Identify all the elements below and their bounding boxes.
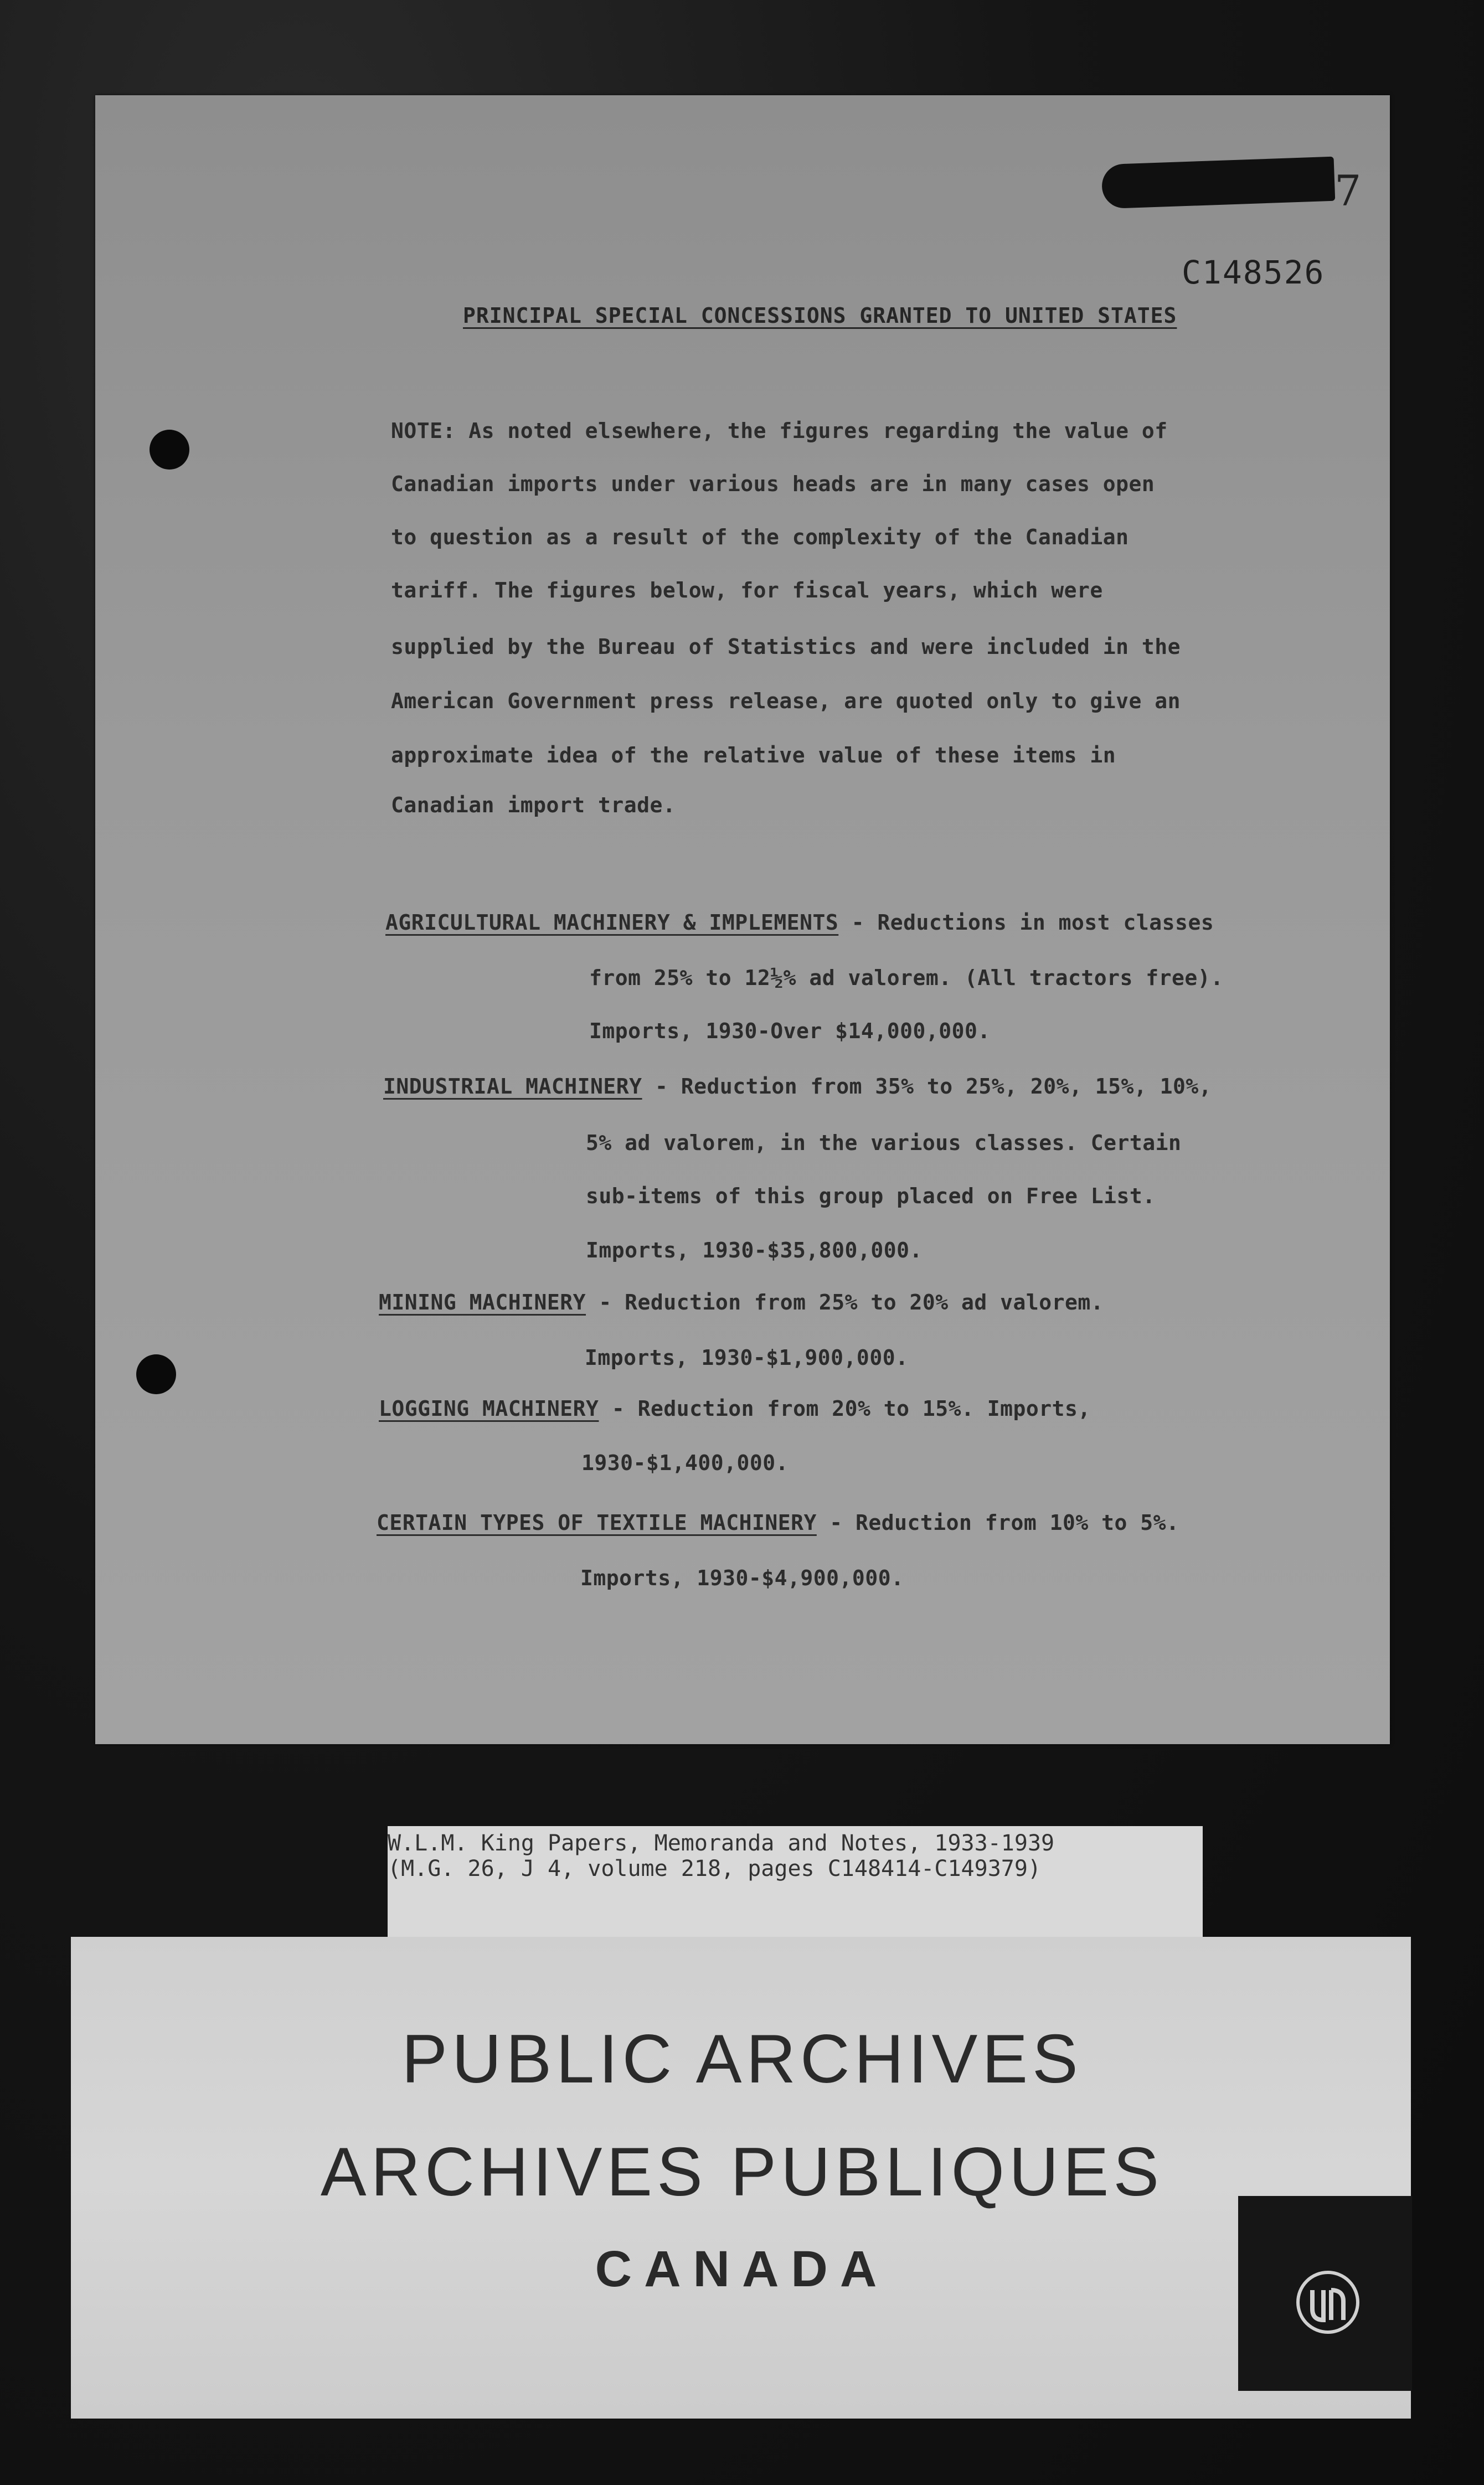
caption-line-1: W.L.M. King Papers, Memoranda and Notes, 1933-1939	[388, 1831, 1055, 1856]
note-line: Canadian imports under various heads are in many cases open	[391, 472, 1155, 496]
item-heading: INDUSTRIAL MACHINERY	[383, 1074, 642, 1099]
note-label: NOTE:	[391, 419, 456, 443]
archives-card-french: ARCHIVES PUBLIQUES	[320, 2134, 1164, 2210]
concession-item-mining: MINING MACHINERY - Reduction from 25% to 20% ad valorem.	[379, 1290, 1104, 1314]
page-identifier: C148526	[1182, 254, 1325, 291]
archives-card-english: PUBLIC ARCHIVES	[401, 2021, 1083, 2097]
item-heading: MINING MACHINERY	[379, 1290, 586, 1314]
item-line: 1930-$1,400,000.	[581, 1451, 789, 1475]
punch-hole-bottom	[136, 1354, 176, 1394]
concession-item-logging: LOGGING MACHINERY - Reduction from 20% to 15%. Imports,	[379, 1396, 1091, 1421]
punch-hole-top	[150, 430, 189, 470]
note-line: supplied by the Bureau of Statistics and were included in the	[391, 635, 1181, 659]
note-line: approximate idea of the relative value of these items in	[391, 743, 1116, 767]
item-heading: AGRICULTURAL MACHINERY & IMPLEMENTS	[385, 910, 839, 935]
item-heading: CERTAIN TYPES OF TEXTILE MACHINERY	[377, 1510, 817, 1535]
note-line: to question as a result of the complexity of the Canadian	[391, 525, 1129, 549]
caption-line-2: (M.G. 26, J 4, volume 218, pages C148414-C149379)	[388, 1856, 1042, 1881]
page-number-mark: 7	[1334, 166, 1362, 215]
item-line: 5% ad valorem, in the various classes. Certain	[586, 1131, 1182, 1155]
concession-item-agricultural: AGRICULTURAL MACHINERY & IMPLEMENTS - Reductions in most classes	[385, 910, 1214, 935]
note-line: NOTE: As noted elsewhere, the figures regarding the value of	[391, 419, 1168, 443]
note-line: tariff. The figures below, for fiscal years, which were	[391, 578, 1103, 602]
item-line: Imports, 1930-$1,900,000.	[585, 1345, 909, 1370]
redaction-stamp	[1101, 157, 1336, 209]
archives-card-country: CANADA	[595, 2241, 889, 2297]
item-line: Imports, 1930-$4,900,000.	[580, 1566, 904, 1590]
item-heading: LOGGING MACHINERY	[379, 1396, 599, 1421]
caption-text	[388, 1831, 1054, 1881]
item-line: Imports, 1930-Over $14,000,000.	[589, 1019, 991, 1043]
item-line: sub-items of this group placed on Free List.	[586, 1184, 1156, 1208]
archives-logo-icon	[1295, 2269, 1361, 2336]
concession-item-textile: CERTAIN TYPES OF TEXTILE MACHINERY - Reduction from 10% to 5%.	[377, 1510, 1179, 1535]
item-line: from 25% to 12½% ad valorem. (All tractors free).	[589, 966, 1224, 990]
document-title: PRINCIPAL SPECIAL CONCESSIONS GRANTED TO UNITED STATES	[463, 303, 1177, 328]
concession-item-industrial: INDUSTRIAL MACHINERY - Reduction from 35% to 25%, 20%, 15%, 10%,	[383, 1074, 1212, 1099]
note-line: American Government press release, are quoted only to give an	[391, 689, 1181, 713]
note-line: Canadian import trade.	[391, 793, 676, 817]
item-line: Imports, 1930-$35,800,000.	[586, 1238, 923, 1262]
